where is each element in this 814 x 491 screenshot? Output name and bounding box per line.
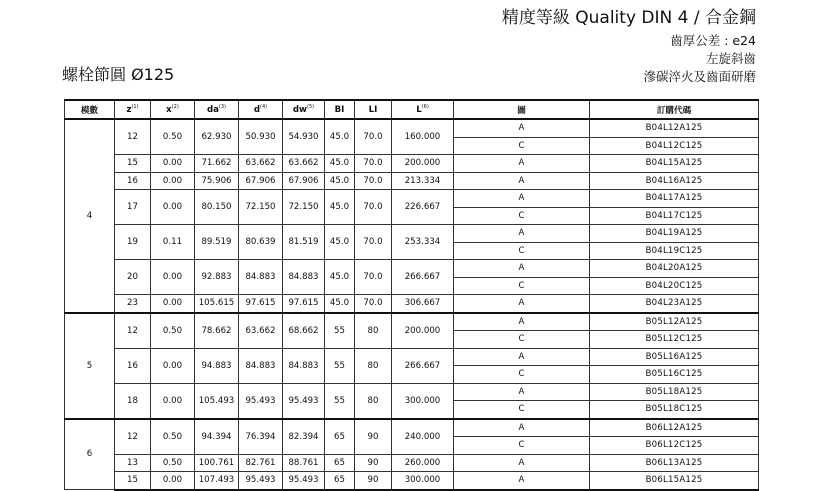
col-header-d: $d^{(4)}$ [239, 100, 283, 119]
length-cell: 160.000 [392, 119, 454, 155]
profile-shift-cell: 0.50 [151, 419, 195, 455]
col-header-ll: LI [355, 100, 392, 119]
teeth-cell: 16 [115, 348, 151, 383]
table-row [65, 119, 759, 137]
col-header-l: $L^{(6)}$ [392, 100, 454, 119]
order-code-cell: B05L18C125 [590, 401, 759, 419]
tip-diameter-cell: 92.883 [195, 260, 239, 295]
table-row [65, 313, 759, 331]
bl-cell: 65 [325, 472, 355, 490]
tip-diameter-cell: 94.883 [195, 348, 239, 383]
module-cell: 5 [65, 313, 115, 419]
profile-shift-cell: 0.50 [151, 119, 195, 155]
figure-cell: C [454, 401, 590, 419]
order-code-cell: B04L19C125 [590, 242, 759, 260]
length-cell: 253.334 [392, 225, 454, 260]
working-diameter-cell: 63.662 [283, 155, 325, 173]
teeth-cell: 17 [115, 190, 151, 225]
ll-cell: 70.0 [355, 190, 392, 225]
working-diameter-cell: 84.883 [283, 348, 325, 383]
ll-cell: 90 [355, 454, 392, 472]
table-header-row [65, 100, 759, 119]
figure-cell: A [454, 225, 590, 243]
figure-cell: A [454, 295, 590, 313]
order-code-cell: B06L13A125 [590, 454, 759, 472]
bl-cell: 45.0 [325, 225, 355, 260]
tip-diameter-cell: 80.150 [195, 190, 239, 225]
order-code-cell: B06L12C125 [590, 437, 759, 455]
order-code-cell: B04L19A125 [590, 225, 759, 243]
table-row [65, 155, 759, 173]
figure-cell: A [454, 348, 590, 366]
ll-cell: 70.0 [355, 225, 392, 260]
length-cell: 306.667 [392, 295, 454, 313]
profile-shift-cell: 0.00 [151, 260, 195, 295]
figure-cell: C [454, 437, 590, 455]
order-code-cell: B04L15A125 [590, 155, 759, 173]
order-code-cell: B04L17C125 [590, 207, 759, 225]
working-diameter-cell: 82.394 [283, 419, 325, 455]
pitch-diameter-cell: 84.883 [239, 260, 283, 295]
teeth-cell: 12 [115, 119, 151, 155]
length-cell: 200.000 [392, 155, 454, 173]
teeth-cell: 12 [115, 313, 151, 349]
pitch-diameter-cell: 82.761 [239, 454, 283, 472]
figure-cell: C [454, 242, 590, 260]
col-header-order-code: 訂購代碼 [590, 100, 759, 119]
bl-cell: 45.0 [325, 119, 355, 155]
length-cell: 300.000 [392, 472, 454, 490]
profile-shift-cell: 0.00 [151, 348, 195, 383]
table-row [65, 348, 759, 366]
pitch-diameter-cell: 63.662 [239, 313, 283, 349]
working-diameter-cell: 84.883 [283, 260, 325, 295]
table-row [65, 295, 759, 313]
order-code-cell: B05L16C125 [590, 366, 759, 384]
tip-diameter-cell: 105.615 [195, 295, 239, 313]
length-cell: 266.667 [392, 260, 454, 295]
figure-cell: A [454, 119, 590, 137]
tip-diameter-cell: 100.761 [195, 454, 239, 472]
tip-diameter-cell: 62.930 [195, 119, 239, 155]
col-header-x: $x^{(2)}$ [151, 100, 195, 119]
bl-cell: 65 [325, 419, 355, 455]
helix-hand: 左旋斜齒 [705, 51, 756, 66]
profile-shift-cell: 0.00 [151, 383, 195, 419]
profile-shift-cell: 0.50 [151, 313, 195, 349]
ll-cell: 80 [355, 383, 392, 419]
working-diameter-cell: 88.761 [283, 454, 325, 472]
ll-cell: 70.0 [355, 172, 392, 190]
length-cell: 213.334 [392, 172, 454, 190]
teeth-cell: 15 [115, 155, 151, 173]
length-cell: 240.000 [392, 419, 454, 455]
order-code-cell: B04L23A125 [590, 295, 759, 313]
module-cell: 6 [65, 419, 115, 490]
working-diameter-cell: 95.493 [283, 383, 325, 419]
bl-cell: 45.0 [325, 190, 355, 225]
ll-cell: 90 [355, 472, 392, 490]
profile-shift-cell: 0.00 [151, 172, 195, 190]
pitch-diameter-cell: 76.394 [239, 419, 283, 455]
order-code-cell: B04L20C125 [590, 277, 759, 295]
profile-shift-cell: 0.00 [151, 472, 195, 490]
profile-shift-cell: 0.00 [151, 155, 195, 173]
ll-cell: 90 [355, 419, 392, 455]
pitch-diameter-cell: 97.615 [239, 295, 283, 313]
length-cell: 260.000 [392, 454, 454, 472]
profile-shift-cell: 0.00 [151, 295, 195, 313]
gear-spec-table [64, 99, 759, 491]
figure-cell: C [454, 207, 590, 225]
bl-cell: 55 [325, 313, 355, 349]
tip-diameter-cell: 107.493 [195, 472, 239, 490]
working-diameter-cell: 81.519 [283, 225, 325, 260]
table-row [65, 172, 759, 190]
figure-cell: A [454, 313, 590, 331]
table-body [65, 119, 759, 490]
length-cell: 300.000 [392, 383, 454, 419]
tooth-thickness-tolerance: 齒厚公差 : e24 [670, 33, 756, 48]
bl-cell: 45.0 [325, 172, 355, 190]
teeth-cell: 16 [115, 172, 151, 190]
col-header-da: $da^{(3)}$ [195, 100, 239, 119]
teeth-cell: 15 [115, 472, 151, 490]
teeth-cell: 23 [115, 295, 151, 313]
tip-diameter-cell: 78.662 [195, 313, 239, 349]
col-header-module: 模數 [65, 100, 115, 119]
bl-cell: 45.0 [325, 260, 355, 295]
teeth-cell: 18 [115, 383, 151, 419]
tip-diameter-cell: 75.906 [195, 172, 239, 190]
heat-treatment: 滲碳淬火及齒面研磨 [643, 69, 756, 84]
tip-diameter-cell: 71.662 [195, 155, 239, 173]
catalog-title: 精度等級 Quality DIN 4 / 合金鋼 [501, 8, 756, 28]
table-row [65, 225, 759, 243]
order-code-cell: B05L18A125 [590, 383, 759, 401]
working-diameter-cell: 97.615 [283, 295, 325, 313]
col-header-figure: 圖 [454, 100, 590, 119]
profile-shift-cell: 0.00 [151, 190, 195, 225]
table-row [65, 383, 759, 401]
table-row [65, 190, 759, 208]
ll-cell: 70.0 [355, 155, 392, 173]
length-cell: 226.667 [392, 190, 454, 225]
figure-cell: C [454, 277, 590, 295]
profile-shift-cell: 0.50 [151, 454, 195, 472]
order-code-cell: B04L16A125 [590, 172, 759, 190]
teeth-cell: 19 [115, 225, 151, 260]
table-row [65, 472, 759, 490]
figure-cell: A [454, 419, 590, 437]
order-code-cell: B04L12C125 [590, 137, 759, 155]
bl-cell: 65 [325, 454, 355, 472]
teeth-cell: 12 [115, 419, 151, 455]
module-cell: 4 [65, 119, 115, 313]
col-header-bl: BI [325, 100, 355, 119]
pitch-diameter-cell: 50.930 [239, 119, 283, 155]
length-cell: 200.000 [392, 313, 454, 349]
figure-cell: A [454, 260, 590, 278]
col-header-dw: $dw^{(5)}$ [283, 100, 325, 119]
order-code-cell: B05L12A125 [590, 313, 759, 331]
figure-cell: C [454, 331, 590, 349]
order-code-cell: B05L12C125 [590, 331, 759, 349]
pitch-diameter-cell: 80.639 [239, 225, 283, 260]
pitch-diameter-cell: 72.150 [239, 190, 283, 225]
teeth-cell: 20 [115, 260, 151, 295]
tip-diameter-cell: 105.493 [195, 383, 239, 419]
order-code-cell: B05L16A125 [590, 348, 759, 366]
ll-cell: 80 [355, 313, 392, 349]
pitch-diameter-cell: 67.906 [239, 172, 283, 190]
order-code-cell: B04L17A125 [590, 190, 759, 208]
bl-cell: 55 [325, 383, 355, 419]
series-label: 螺栓節圓 Ø125 [62, 65, 175, 84]
teeth-cell: 13 [115, 454, 151, 472]
working-diameter-cell: 68.662 [283, 313, 325, 349]
figure-cell: A [454, 383, 590, 401]
bl-cell: 45.0 [325, 295, 355, 313]
figure-cell: C [454, 366, 590, 384]
table-row [65, 419, 759, 437]
pitch-diameter-cell: 63.662 [239, 155, 283, 173]
bl-cell: 55 [325, 348, 355, 383]
tip-diameter-cell: 94.394 [195, 419, 239, 455]
ll-cell: 70.0 [355, 119, 392, 155]
table-row [65, 260, 759, 278]
figure-cell: A [454, 472, 590, 490]
bl-cell: 45.0 [325, 155, 355, 173]
working-diameter-cell: 67.906 [283, 172, 325, 190]
pitch-diameter-cell: 95.493 [239, 472, 283, 490]
table-row [65, 454, 759, 472]
col-header-z: $z^{(1)}$ [115, 100, 151, 119]
pitch-diameter-cell: 95.493 [239, 383, 283, 419]
figure-cell: A [454, 172, 590, 190]
length-cell: 266.667 [392, 348, 454, 383]
ll-cell: 70.0 [355, 260, 392, 295]
pitch-diameter-cell: 84.883 [239, 348, 283, 383]
working-diameter-cell: 95.493 [283, 472, 325, 490]
order-code-cell: B04L12A125 [590, 119, 759, 137]
profile-shift-cell: 0.11 [151, 225, 195, 260]
order-code-cell: B06L15A125 [590, 472, 759, 490]
working-diameter-cell: 54.930 [283, 119, 325, 155]
tip-diameter-cell: 89.519 [195, 225, 239, 260]
figure-cell: A [454, 454, 590, 472]
figure-cell: A [454, 155, 590, 173]
ll-cell: 80 [355, 348, 392, 383]
order-code-cell: B04L20A125 [590, 260, 759, 278]
order-code-cell: B06L12A125 [590, 419, 759, 437]
figure-cell: A [454, 190, 590, 208]
figure-cell: C [454, 137, 590, 155]
ll-cell: 70.0 [355, 295, 392, 313]
working-diameter-cell: 72.150 [283, 190, 325, 225]
